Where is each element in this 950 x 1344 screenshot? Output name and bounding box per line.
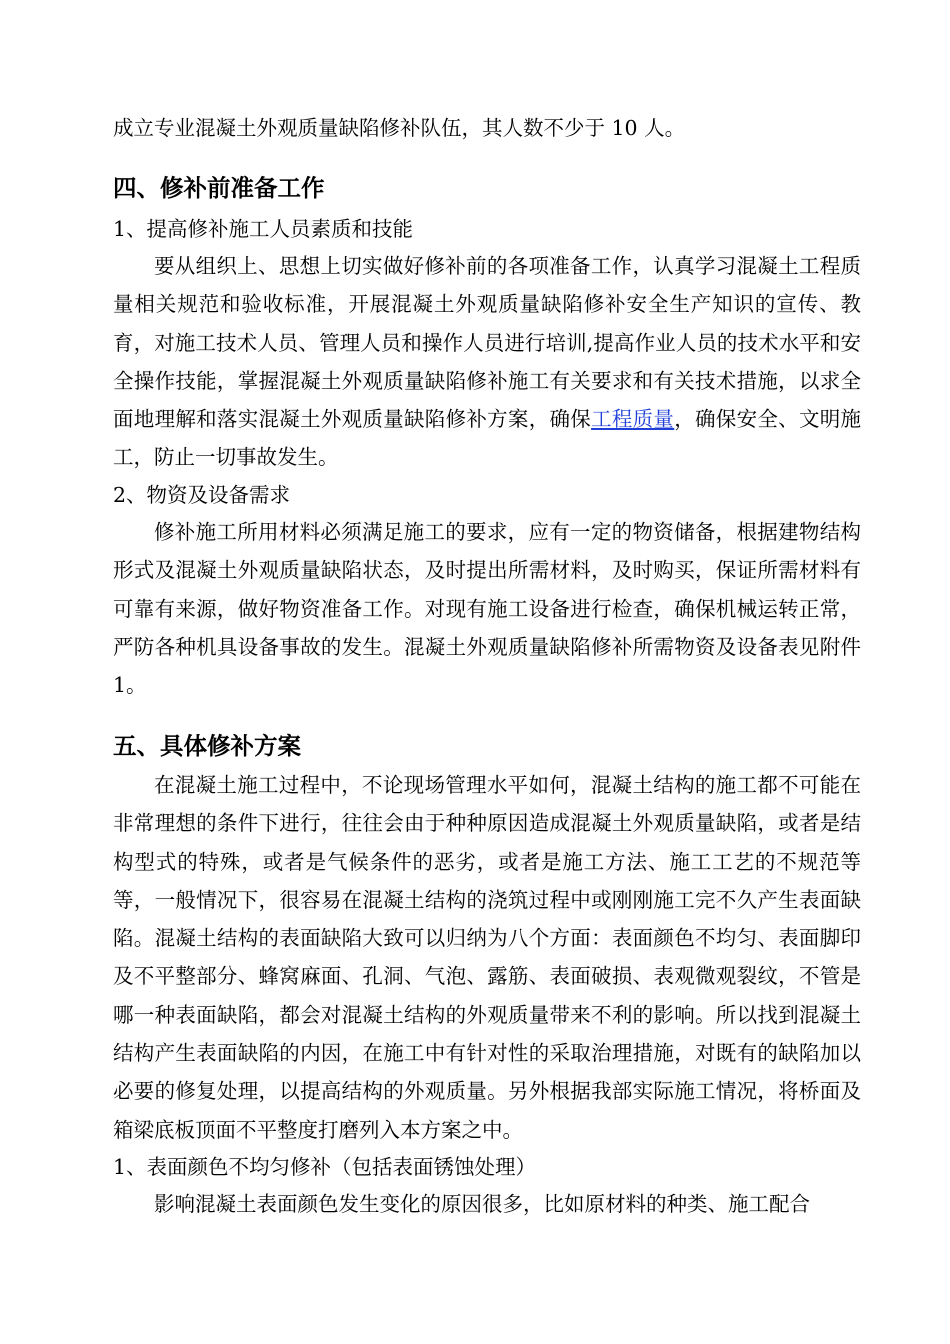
section5-intro-paragraph: 在混凝土施工过程中，不论现场管理水平如何，混凝土结构的施工都不可能在非常理想的条件下进行，往往会由于种种原因造成混凝土外观质量缺陷，或者是结构型式的特殊，或者是气候条件的恶劣，或者是施工方法、施工工艺的不规范等等，一般情况下，很容易在混凝土结构的浇筑过程中或刚刚施工完不久产生表面缺陷。混凝土结构的表面缺陷大致可以归纳为八个方面：表面颜色不均匀、表面脚印及不平整部分、蜂窝麻面、孔洞、气泡、露筋、表面破损、表观微观裂纹，不管是哪一种表面缺陷，都会对混凝土结构的外观质量带来不利的影响。所以找到混凝土结构产生表面缺陷的内因，在施工中有针对性的采取治理措施，对既有的缺陷加以必要的修复处理，以提高结构的外观质量。另外根据我部实际施工情况，将桥面及箱梁底板顶面不平整度打磨列入本方案之中。 [113,773,861,1142]
section5-item1-title: 1、表面颜色不均匀修补（包括表面锈蚀处理） [113,1155,537,1179]
section4-item1-title: 1、提高修补施工人员素质和技能 [113,217,414,241]
section4-item2-title: 2、物资及设备需求 [113,483,291,507]
section4-item1-text: 要从组织上、思想上切实做好修补前的各项准备工作，认真学习混凝土工程质量相关规范和验收标准，开展混凝土外观质量缺陷修补安全生产知识的宣传、教育，对施工技术人员、管理人员和操作人员进行培训,提高作业人员的技术水平和安全操作技能，掌握混凝土外观质量缺陷修补施工有关要求和有关技术措施，以求全面地理解和落实混凝土外观质量缺陷修补方案，确保 [113,254,861,432]
engineering-quality-link[interactable]: 工程质量 [591,407,675,432]
section4-item1-paragraph [113,247,861,477]
section4-heading: 四、修补前准备工作 [113,174,325,202]
section5-heading: 五、具体修补方案 [113,732,301,760]
section5-item1-paragraph: 影响混凝土表面颜色发生变化的原因很多，比如原材料的种类、施工配合 [154,1192,810,1216]
intro-line: 成立专业混凝土外观质量缺陷修补队伍，其人数不少于 10 人。 [113,116,686,140]
section4-item2-paragraph: 修补施工所用材料必须满足施工的要求，应有一定的物资储备，根据建物结构形式及混凝土外观质量缺陷状态，及时提出所需材料，及时购买，保证所需材料有可靠有来源，做好物资准备工作。对现有施工设备进行检查，确保机械运转正常，严防各种机具设备事故的发生。混凝土外观质量缺陷修补所需物资及设备表见附件 1。 [113,520,861,698]
section4-item1-text-end: ，确保安全、文明施工，防止一切事故发生。 [113,407,862,470]
